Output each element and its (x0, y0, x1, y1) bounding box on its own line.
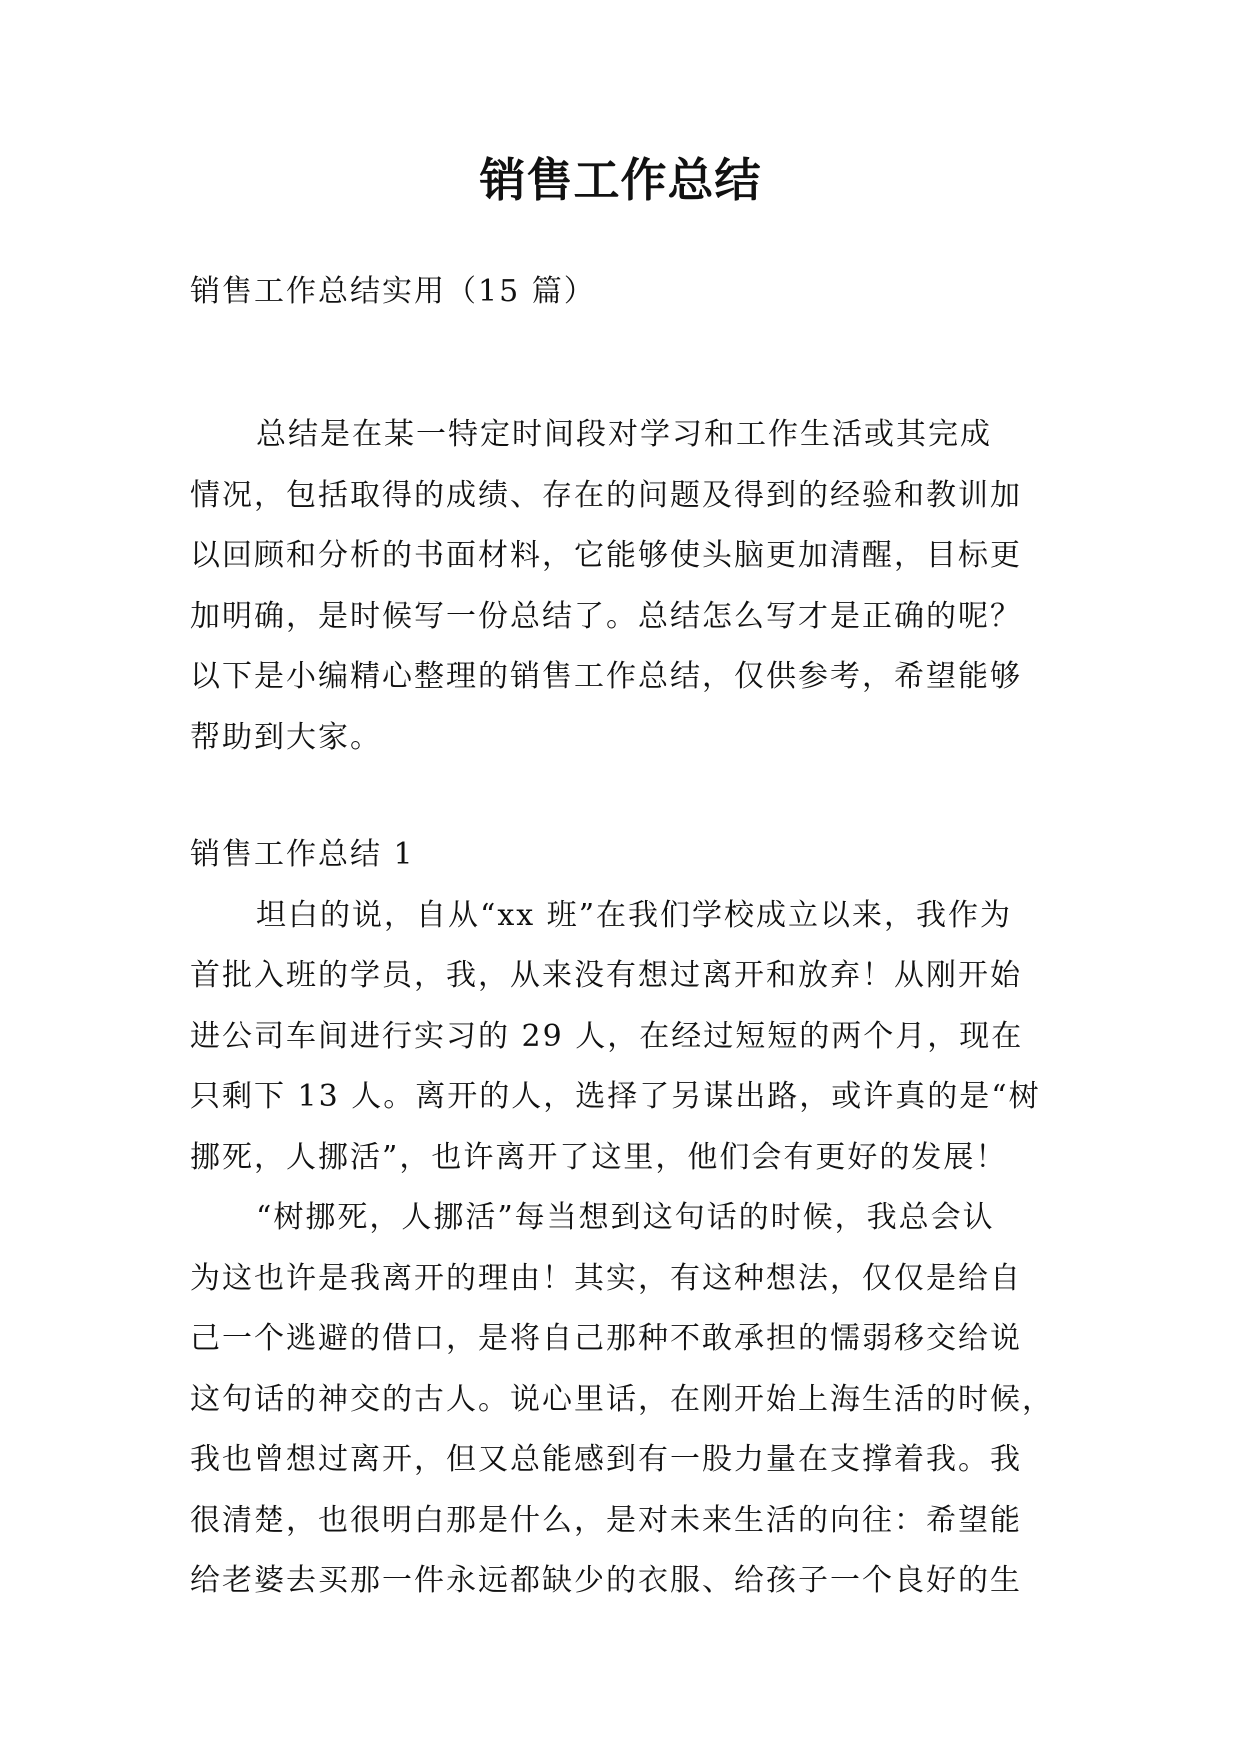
paragraph-line: 首批入班的学员，我，从来没有想过离开和放弃！从刚开始 (190, 958, 1022, 993)
intro-line: 以下是小编精心整理的销售工作总结，仅供参考，希望能够 (190, 659, 1022, 694)
paragraph-line: 进公司车间进行实习的 29 人，在经过短短的两个月，现在 (190, 1018, 1024, 1054)
document-title: 销售工作总结 (479, 153, 762, 207)
section-1 (190, 825, 1060, 1612)
section-1-paragraph-2 (190, 1188, 1060, 1612)
section-1-paragraph-1 (190, 886, 1060, 1189)
intro-paragraph (190, 405, 1060, 768)
paragraph-line: “树挪死，人挪活”每当想到这句话的时候，我总会认 (256, 1200, 995, 1235)
intro-line: 情况，包括取得的成绩、存在的问题及得到的经验和教训加 (190, 477, 1022, 513)
intro-line: 以回顾和分析的书面材料，它能够使头脑更加清醒，目标更 (190, 538, 1022, 573)
paragraph-line: 坦白的说，自从“xx 班”在我们学校成立以来，我作为 (256, 897, 1013, 933)
intro-line: 总结是在某一特定时间段对学习和工作生活或其完成 (256, 417, 992, 452)
paragraph-line: 只剩下 13 人。离开的人，选择了另谋出路，或许真的是“树 (190, 1079, 1041, 1114)
section-heading: 销售工作总结 1 (190, 837, 415, 872)
document-subtitle: 销售工作总结实用（15 篇） (190, 274, 596, 309)
paragraph-line: 这句话的神交的古人。说心里话，在刚开始上海生活的时候， (190, 1381, 1054, 1417)
intro-line: 加明确，是时候写一份总结了。总结怎么写才是正确的呢？ (190, 598, 1022, 634)
paragraph-line: 己一个逃避的借口，是将自己那种不敢承担的懦弱移交给说 (190, 1321, 1022, 1356)
paragraph-line: 我也曾想过离开，但又总能感到有一股力量在支撑着我。我 (190, 1442, 1022, 1477)
paragraph-line: 给老婆去买那一件永远都缺少的衣服、给孩子一个良好的生 (190, 1563, 1022, 1598)
paragraph-line: 很清楚，也很明白那是什么，是对未来生活的向往：希望能 (190, 1502, 1022, 1538)
paragraph-line: 挪死，人挪活”，也许离开了这里，他们会有更好的发展！ (190, 1139, 1008, 1175)
intro-line: 帮助到大家。 (190, 719, 382, 755)
paragraph-line: 为这也许是我离开的理由！其实，有这种想法，仅仅是给自 (190, 1260, 1022, 1296)
